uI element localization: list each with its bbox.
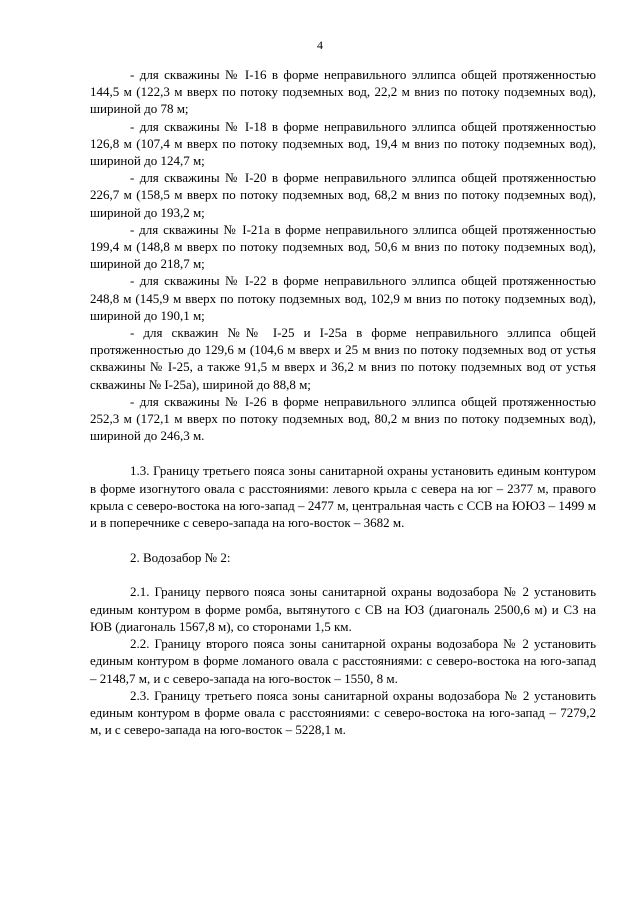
section-2-2-paragraph: 2.2. Границу второго пояса зоны санитарной охраны водозабора № 2 установить единым контуром в форме ломаного овала с расстояниями: с северо-востока на юго-запад – 2148,7 м, и с северо-запада на юго-восток – 1550, 8 м. xyxy=(90,636,596,686)
well-paragraph-i21a: - для скважины № I-21а в форме неправильного эллипса общей протяженностью 199,4 м (148,8 м вверх по потоку подземных вод, 50,6 м вниз по потоку подземных вод), шириной до 218,7 м; xyxy=(90,221,596,272)
well-paragraph-i18: - для скважины № I-18 в форме неправильного эллипса общей протяженностью 126,8 м (107,4 м вверх по потоку подземных вод, 19,4 м вниз по потоку подземных вод), шириной до 124,7 м; xyxy=(90,118,596,169)
page-number: 4 xyxy=(317,38,323,52)
section-2-3-paragraph: 2.3. Границу третьего пояса зоны санитарной охраны водозабора № 2 установить единым контуром в форме овала с расстояниями: с северо-востока на юго-запад – 7279,2 м, и с северо-запада на юго-восток – 5228,1 м. xyxy=(90,687,596,738)
well-paragraph-i26: - для скважины № I-26 в форме неправильного эллипса общей протяженностью 252,3 м (172,1 м вверх по потоку подземных вод, 80,2 м вниз по потоку подземных вод), шириной до 246,3 м. xyxy=(90,393,596,444)
section-2-1-paragraph: 2.1. Границу первого пояса зоны санитарной охраны водозабора № 2 установить единым контуром в форме ромба, вытянутого с СВ на ЮЗ (диагональ 2500,6 м) и СЗ на ЮВ (диагональ 1567,8 м), со сторонами 1,5 км. xyxy=(90,584,596,634)
document-body xyxy=(90,66,596,738)
well-paragraph-i20: - для скважины № I-20 в форме неправильного эллипса общей протяженностью 226,7 м (158,5 м вверх по потоку подземных вод, 68,2 м вниз по потоку подземных вод), шириной до 193,2 м; xyxy=(90,170,596,220)
well-paragraph-i22: - для скважины № I-22 в форме неправильного эллипса общей протяженностью 248,8 м (145,9 м вверх по потоку подземных вод, 102,9 м вниз по потоку подземных вод), шириной до 190,1 м; xyxy=(90,273,596,323)
section-2-heading: 2. Водозабор № 2: xyxy=(130,550,231,566)
well-paragraph-i25: - для скважин №№ I-25 и I-25а в форме неправильного эллипса общей протяженностью до 129,6 м (104,6 м вверх и 25 м вниз по потоку подземных вод от устья скважины № I-25, а также 91,5 м вверх и 36,2 м вниз по потоку подземных вод от устья скважины № I-25а), шириной до 88,8 м; xyxy=(90,325,596,392)
well-paragraph-i16: - для скважины № I-16 в форме неправильного эллипса общей протяженностью 144,5 м (122,3 м вверх по потоку подземных вод, 22,2 м вниз по потоку подземных вод), шириной до 78 м; xyxy=(90,67,596,117)
section-1-3-paragraph: 1.3. Границу третьего пояса зоны санитарной охраны установить единым контуром в форме изогнутого овала с расстояниями: левого крыла с севера на юг – 2377 м, правого крыла с северо-востока на юго-запад – 2477 м, центральная часть с ССВ на ЮЮЗ – 1499 м и в поперечнике с северо-запада на юго-восток – 3682 м. xyxy=(90,463,596,531)
